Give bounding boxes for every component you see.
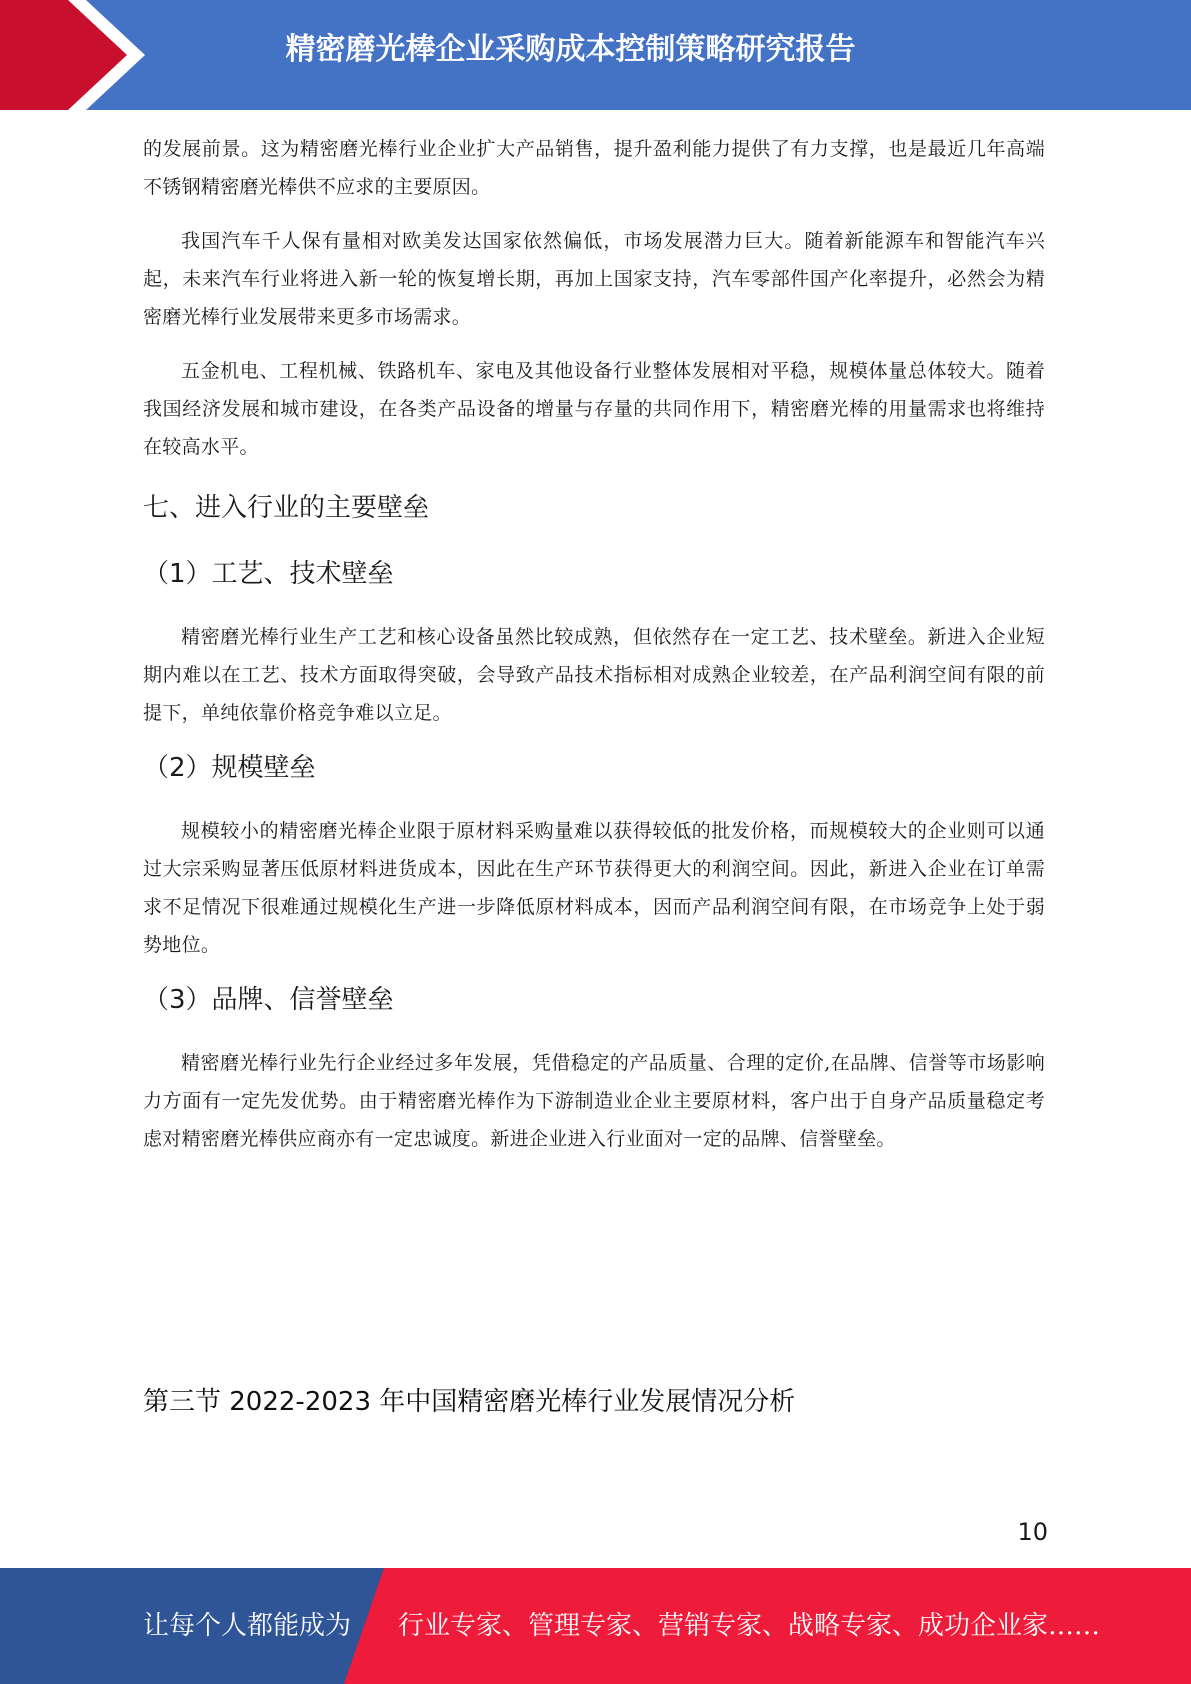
page-header xyxy=(0,0,1191,110)
page-content xyxy=(143,130,1045,1174)
page-number: 10 xyxy=(1017,1518,1048,1546)
paragraph-technology-barrier: 精密磨光棒行业生产工艺和核心设备虽然比较成熟，但依然存在一定工艺、技术壁垒。新进入企业短期内难以在工艺、技术方面取得突破，会导致产品技术指标相对成熟企业较差，在产品利润空间有限的前提下，单纯依靠价格竞争难以立足。 xyxy=(143,626,1045,724)
paragraph-automotive: 我国汽车千人保有量相对欧美发达国家依然偏低，市场发展潜力巨大。随着新能源车和智能汽车兴起，未来汽车行业将进入新一轮的恢复增长期，再加上国家支持，汽车零部件国产化率提升，必然会为精密磨光棒行业发展带来更多市场需求。 xyxy=(143,230,1045,328)
subheading-technology-barrier: （1）工艺、技术壁垒 xyxy=(143,559,394,589)
subheading-brand-barrier: （3）品牌、信誉壁垒 xyxy=(143,985,394,1015)
footer-slogan-right: 行业专家、管理专家、营销专家、战略专家、成功企业家…… xyxy=(398,1611,1101,1641)
paragraph-continued: 的发展前景。这为精密磨光棒行业企业扩大产品销售，提升盈利能力提供了有力支撑，也是最近几年高端不锈钢精密磨光棒供不应求的主要原因。 xyxy=(143,138,1045,198)
section-heading-barriers: 七、进入行业的主要壁垒 xyxy=(143,493,430,523)
paragraph-brand-barrier: 精密磨光棒行业先行企业经过多年发展，凭借稳定的产品质量、合理的定价,在品牌、信誉等市场影响力方面有一定先发优势。由于精密磨光棒作为下游制造业企业主要原材料，客户出于自身产品质量稳定考虑对精密磨光棒供应商亦有一定忠诚度。新进企业进入行业面对一定的品牌、信誉壁垒。 xyxy=(143,1052,1045,1150)
document-title: 精密磨光棒企业采购成本控制策略研究报告 xyxy=(285,32,856,67)
chapter-heading: 第三节 2022-2023 年中国精密磨光棒行业发展情况分析 xyxy=(143,1387,796,1417)
paragraph-scale-barrier: 规模较小的精密磨光棒企业限于原材料采购量难以获得较低的批发价格，而规模较大的企业则可以通过大宗采购显著压低原材料进货成本，因此在生产环节获得更大的利润空间。因此，新进入企业在订单需求不足情况下很难通过规模化生产进一步降低原材料成本，因而产品利润空间有限，在市场竞争上处于弱势地位。 xyxy=(143,820,1045,956)
footer-slogan-left: 让每个人都能成为 xyxy=(143,1611,352,1641)
subheading-scale-barrier: （2）规模壁垒 xyxy=(143,753,316,783)
page-footer xyxy=(0,1568,1191,1684)
paragraph-hardware: 五金机电、工程机械、铁路机车、家电及其他设备行业整体发展相对平稳，规模体量总体较大。随着我国经济发展和城市建设，在各类产品设备的增量与存量的共同作用下，精密磨光棒的用量需求也将维持在较高水平。 xyxy=(143,360,1045,458)
